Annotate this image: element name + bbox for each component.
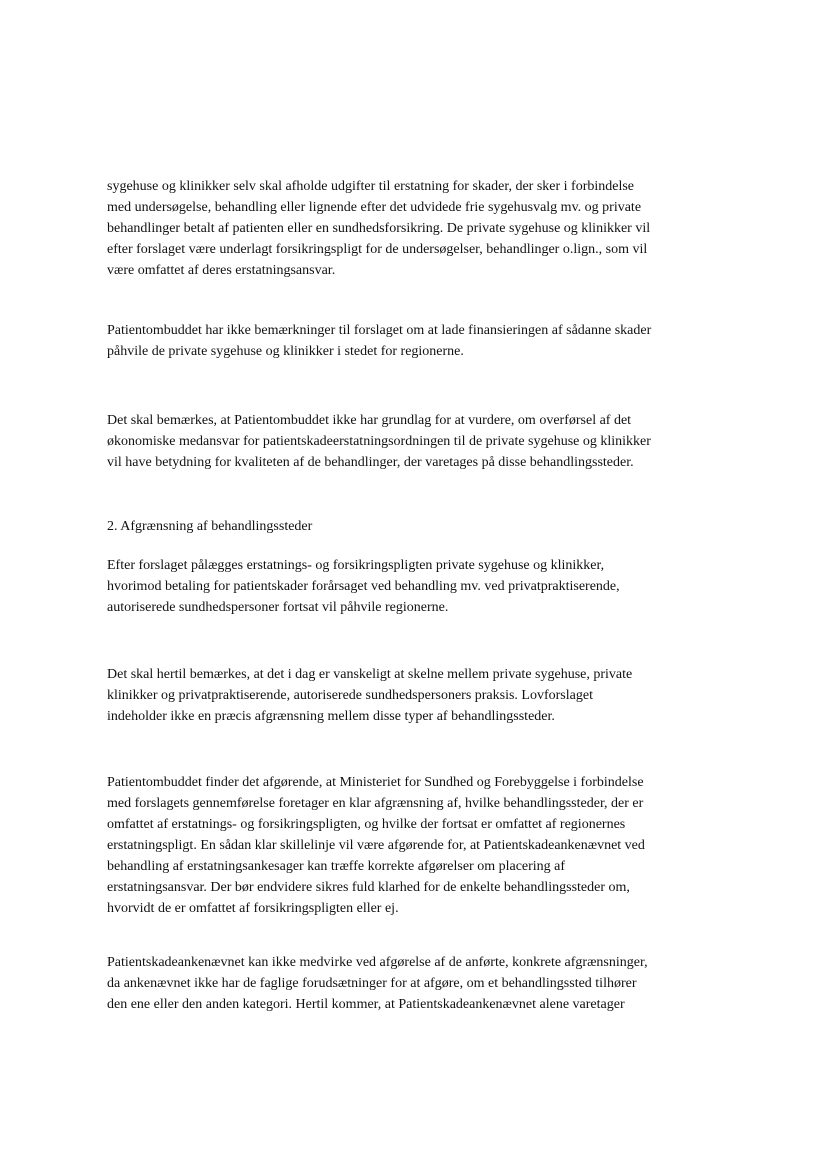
paragraph-ankenaevnet: Patientskadeankenævnet kan ikke medvirke ved afgørelse af de anførte, konkrete afgrænsninger, da ankenævnet ikke har de faglige forudsætninger for at afgøre, om et behandlingssted tilhører den ene eller den anden kategori. Hertil kommer, at Patientskadeankenævnet alene varetager bbox=[107, 955, 648, 1012]
paragraph-forsikringspligt: Efter forslaget pålægges erstatnings- og forsikringspligten private sygehuse og klinikker, hvorimod betaling for patientskader forårsaget ved behandling mv. ved privatpraktiserende, autoriserede sundhedspersoner fortsat vil påhvile regionerne. bbox=[107, 558, 620, 615]
paragraph-erstatning-private-sygehuse: sygehuse og klinikker selv skal afholde udgifter til erstatning for skader, der sker i forbindelse med undersøgelse, behandling eller lignende efter det udvidede frie sygehusvalg mv. og private behandlinger betalt af patienten eller en sundhedsforsikring. De private sygehuse og klinikker vil efter forslaget være underlagt forsikringspligt for de undersøgelser, behandlinger o.lign., som vil være omfattet af deres erstatningsansvar. bbox=[107, 179, 651, 278]
paragraph-klar-afgraensning: Patientombuddet finder det afgørende, at Ministeriet for Sundhed og Forebyggelse i forbindelse med forslagets gennemførelse foretager en klar afgrænsning af, hvilke behandlingssteder, der er omfattet af erstatnings- og forsikringspligten, og hvilke der fortsat er omfattet af regionernes erstatningspligt. En sådan klar skillelinje vil være afgørende for, at Patientskadeankenævnet ved behandling af erstatningsankesager kan træffe korrekte afgørelser om placering af erstatningsansvar. Der bør endvidere sikres fuld klarhed for de enkelte behandlingssteder om, hvorvidt de er omfattet af forsikringspligten eller ej. bbox=[107, 775, 645, 916]
paragraph-ingen-bemaerkninger: Patientombuddet har ikke bemærkninger til forslaget om at lade finansieringen af sådanne skader påhvile de private sygehuse og klinikker i stedet for regionerne. bbox=[107, 323, 652, 359]
paragraph-okonomisk-medansvar: Det skal bemærkes, at Patientombuddet ikke har grundlag for at vurdere, om overførsel af det økonomiske medansvar for patientskadeerstatningsordningen til de private sygehuse og klinikker vil have betydning for kvaliteten af de behandlinger, der varetages på disse behandlingssteder. bbox=[107, 413, 651, 470]
section-heading-afgraensning: 2. Afgrænsning af behandlingssteder bbox=[107, 519, 313, 534]
paragraph-vanskeligt-at-skelne: Det skal hertil bemærkes, at det i dag er vanskeligt at skelne mellem private sygehuse, private klinikker og privatpraktiserende, autoriserede sundhedspersoners praksis. Lovforslaget indeholder ikke en præcis afgrænsning mellem disse typer af behandlingssteder. bbox=[107, 667, 633, 724]
